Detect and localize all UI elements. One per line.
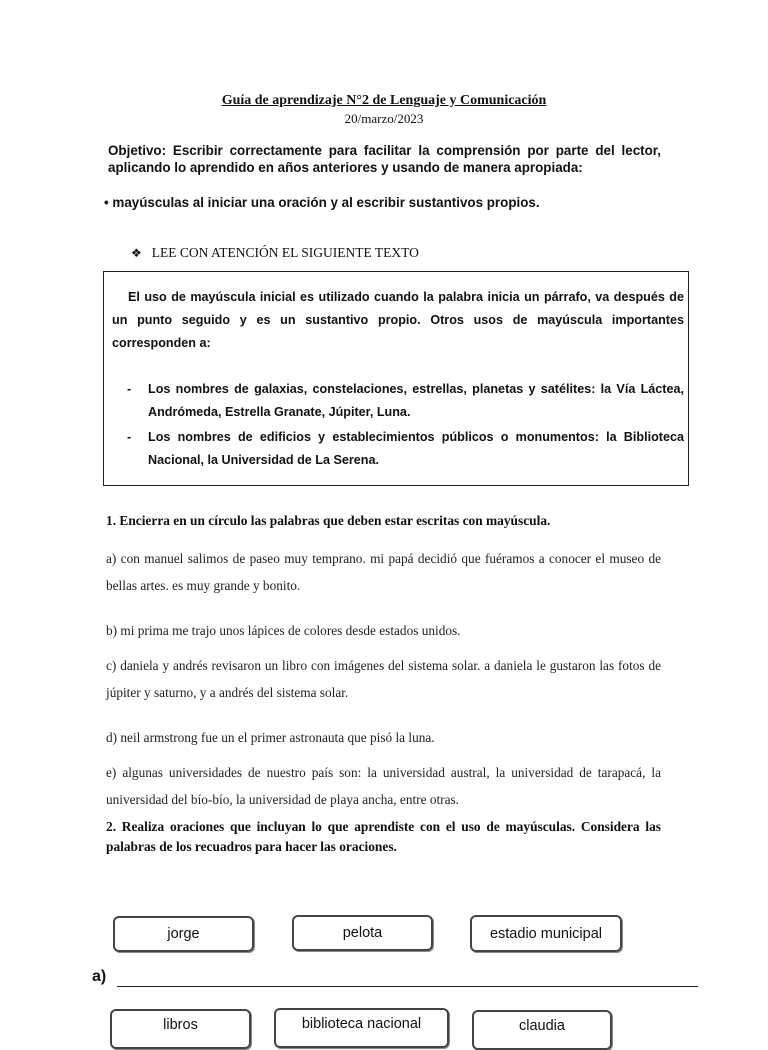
objective-bullet: • mayúsculas al iniciar una oración y al escribir sustantivos propios. [104, 195, 540, 210]
answer-line-a[interactable] [117, 986, 698, 987]
question1-sentence-b: b) mi prima me trajo unos lápices de colores desde estados unidos. [106, 623, 461, 638]
reading-heading [131, 245, 419, 261]
answer-label-a: a) [92, 968, 107, 985]
word-box-estadio-municipal: estadio municipal [470, 915, 622, 952]
question1-sentence-e: e) algunas universidades de nuestro país son: la universidad austral, la universidad de tarapacá, la universidad del bío-bío, la universidad de playa ancha, entre otras. [106, 765, 661, 807]
reading-paragraph: El uso de mayúscula inicial es utilizado cuando la palabra inicia un párrafo, va después de un punto seguido y es un sustantivo propio. Otros usos de mayúscula importantes corresponden a: [112, 290, 684, 350]
dash-bullet-icon: - [127, 430, 132, 444]
word-box-jorge: jorge [113, 916, 254, 952]
word-box-biblioteca-nacional: biblioteca nacional [274, 1008, 449, 1048]
word-box-claudia: claudia [472, 1010, 612, 1050]
reading-textbox [103, 271, 689, 486]
question2-title: 2. Realiza oraciones que incluyan lo que aprendiste con el uso de mayúsculas. Considera las palabras de los recuadros para hacer las oraciones. [106, 819, 661, 854]
question1-title: 1. Encierra en un círculo las palabras que deben estar escritas con mayúscula. [106, 513, 551, 528]
page-date: 20/marzo/2023 [344, 111, 424, 126]
word-box-libros: libros [110, 1009, 251, 1049]
dash-bullet-icon: - [127, 382, 132, 396]
reading-heading-label: LEE CON ATENCIÓN EL SIGUIENTE TEXTO [151, 245, 419, 260]
word-box-pelota: pelota [292, 915, 433, 951]
question1-sentence-d: d) neil armstrong fue un el primer astronauta que pisó la luna. [106, 730, 435, 745]
page-title: Guía de aprendizaje N°2 de Lenguaje y Comunicación [221, 93, 547, 108]
objective-text: Objetivo: Escribir correctamente para facilitar la comprensión por parte del lector, aplicando lo aprendido en años anteriores y usando de manera apropiada: [108, 143, 661, 175]
diamond-bullet-icon: ❖ [131, 246, 142, 260]
question1-sentence-a: a) con manuel salimos de paseo muy temprano. mi papá decidió que fuéramos a conocer el museo de bellas artes. es muy grande y bonito. [106, 551, 661, 593]
reading-list-item-text: Los nombres de edificios y establecimientos públicos o monumentos: la Biblioteca Nacional, la Universidad de La Serena. [148, 430, 684, 467]
reading-list-item-text: Los nombres de galaxias, constelaciones, estrellas, planetas y satélites: la Vía Láctea, Andrómeda, Estrella Granate, Júpiter, Luna. [148, 382, 684, 419]
question1-sentence-c: c) daniela y andrés revisaron un libro con imágenes del sistema solar. a daniela le gustaron las fotos de júpiter y saturno, y a andrés del sistema solar. [106, 658, 661, 700]
